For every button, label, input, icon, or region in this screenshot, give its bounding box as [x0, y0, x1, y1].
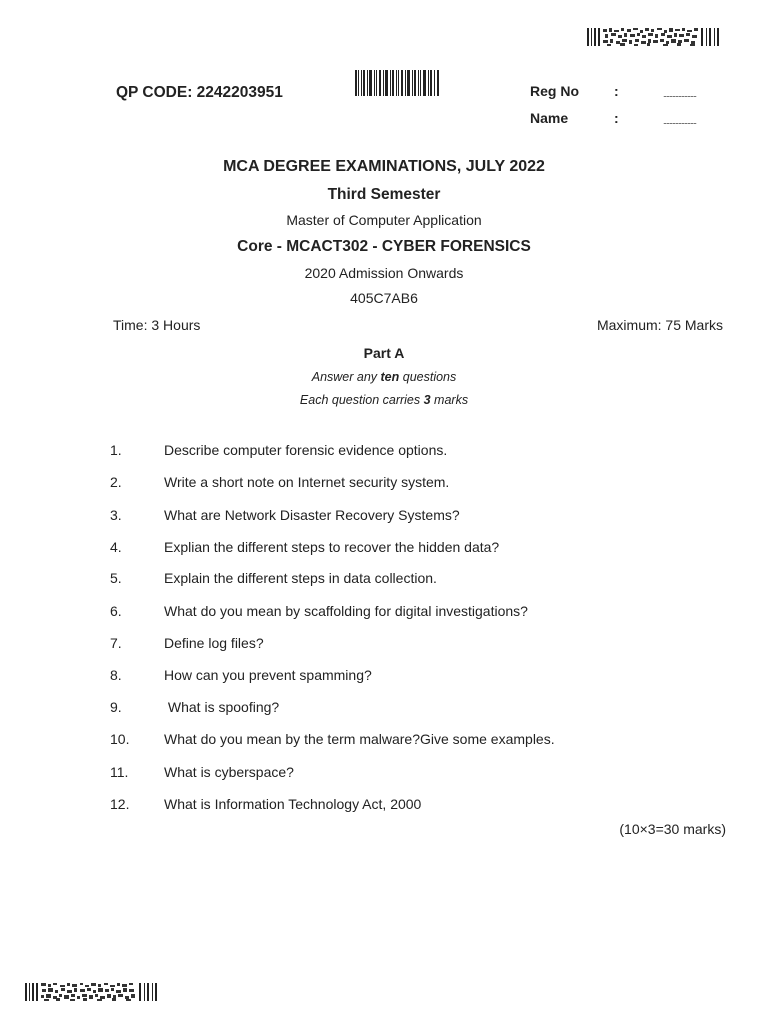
marks-summary: (10×3=30 marks) — [619, 821, 726, 837]
question-number: 10. — [110, 731, 130, 747]
question-number: 8. — [110, 667, 122, 683]
reg-no-colon: : — [614, 83, 619, 99]
bottom-left-barcode — [25, 983, 157, 1001]
instr2-post: marks — [430, 393, 469, 407]
reg-no-field[interactable]: ...................... — [663, 89, 697, 99]
question-text: How can you prevent spamming? — [164, 667, 372, 683]
question-text: What is cyberspace? — [164, 764, 294, 780]
question-number: 12. — [110, 796, 130, 812]
admission-year: 2020 Admission Onwards — [304, 265, 464, 281]
question-number: 11. — [110, 764, 129, 780]
course-title: Core - MCACT302 - CYBER FORENSICS — [237, 238, 531, 255]
part-a-instruction-2 — [0, 393, 768, 407]
instr1-post: questions — [399, 370, 457, 384]
question-text: What do you mean by scaffolding for digital investigations? — [164, 603, 528, 619]
question-text: What are Network Disaster Recovery Systems? — [164, 507, 460, 523]
question-number: 4. — [110, 539, 122, 555]
part-a-title: Part A — [363, 345, 405, 361]
question-number: 6. — [110, 603, 122, 619]
qp-code: QP CODE: 2242203951 — [116, 84, 283, 101]
exam-title: MCA DEGREE EXAMINATIONS, JULY 2022 — [223, 158, 545, 175]
question-text: Explain the different steps in data collection. — [164, 570, 437, 586]
instr1-bold: ten — [380, 370, 400, 384]
question-text: What do you mean by the term malware?Give some examples. — [164, 731, 555, 747]
name-label: Name — [530, 110, 569, 126]
question-number: 9. — [110, 699, 122, 715]
name-colon: : — [614, 110, 619, 126]
question-text: Describe computer forensic evidence options. — [164, 442, 448, 458]
time-allowed: Time: 3 Hours — [113, 317, 201, 333]
top-right-barcode — [587, 28, 719, 46]
question-text: What is Information Technology Act, 2000 — [164, 796, 422, 812]
instr1-pre: Answer any — [311, 370, 381, 384]
qp-code-barcode — [355, 70, 439, 96]
name-field[interactable]: ...................... — [663, 116, 697, 126]
paper-id: 405C7AB6 — [350, 290, 418, 306]
reg-no-label: Reg No — [530, 83, 579, 99]
question-text: Explian the different steps to recover the hidden data? — [164, 539, 500, 555]
question-text: Write a short note on Internet security system. — [164, 474, 450, 490]
maximum-marks: Maximum: 75 Marks — [596, 317, 723, 333]
part-a-instruction-1 — [0, 370, 768, 384]
question-number: 2. — [110, 474, 122, 490]
question-number: 1. — [110, 442, 122, 458]
instr2-pre: Each question carries — [299, 393, 424, 407]
instr2-bold: 3 — [423, 393, 431, 407]
question-number: 7. — [110, 635, 122, 651]
question-number: 5. — [110, 570, 122, 586]
programme: Master of Computer Application — [286, 212, 482, 228]
question-text: What is spoofing? — [164, 699, 280, 715]
question-number: 3. — [110, 507, 122, 523]
question-text: Define log files? — [164, 635, 264, 651]
semester: Third Semester — [327, 186, 441, 203]
